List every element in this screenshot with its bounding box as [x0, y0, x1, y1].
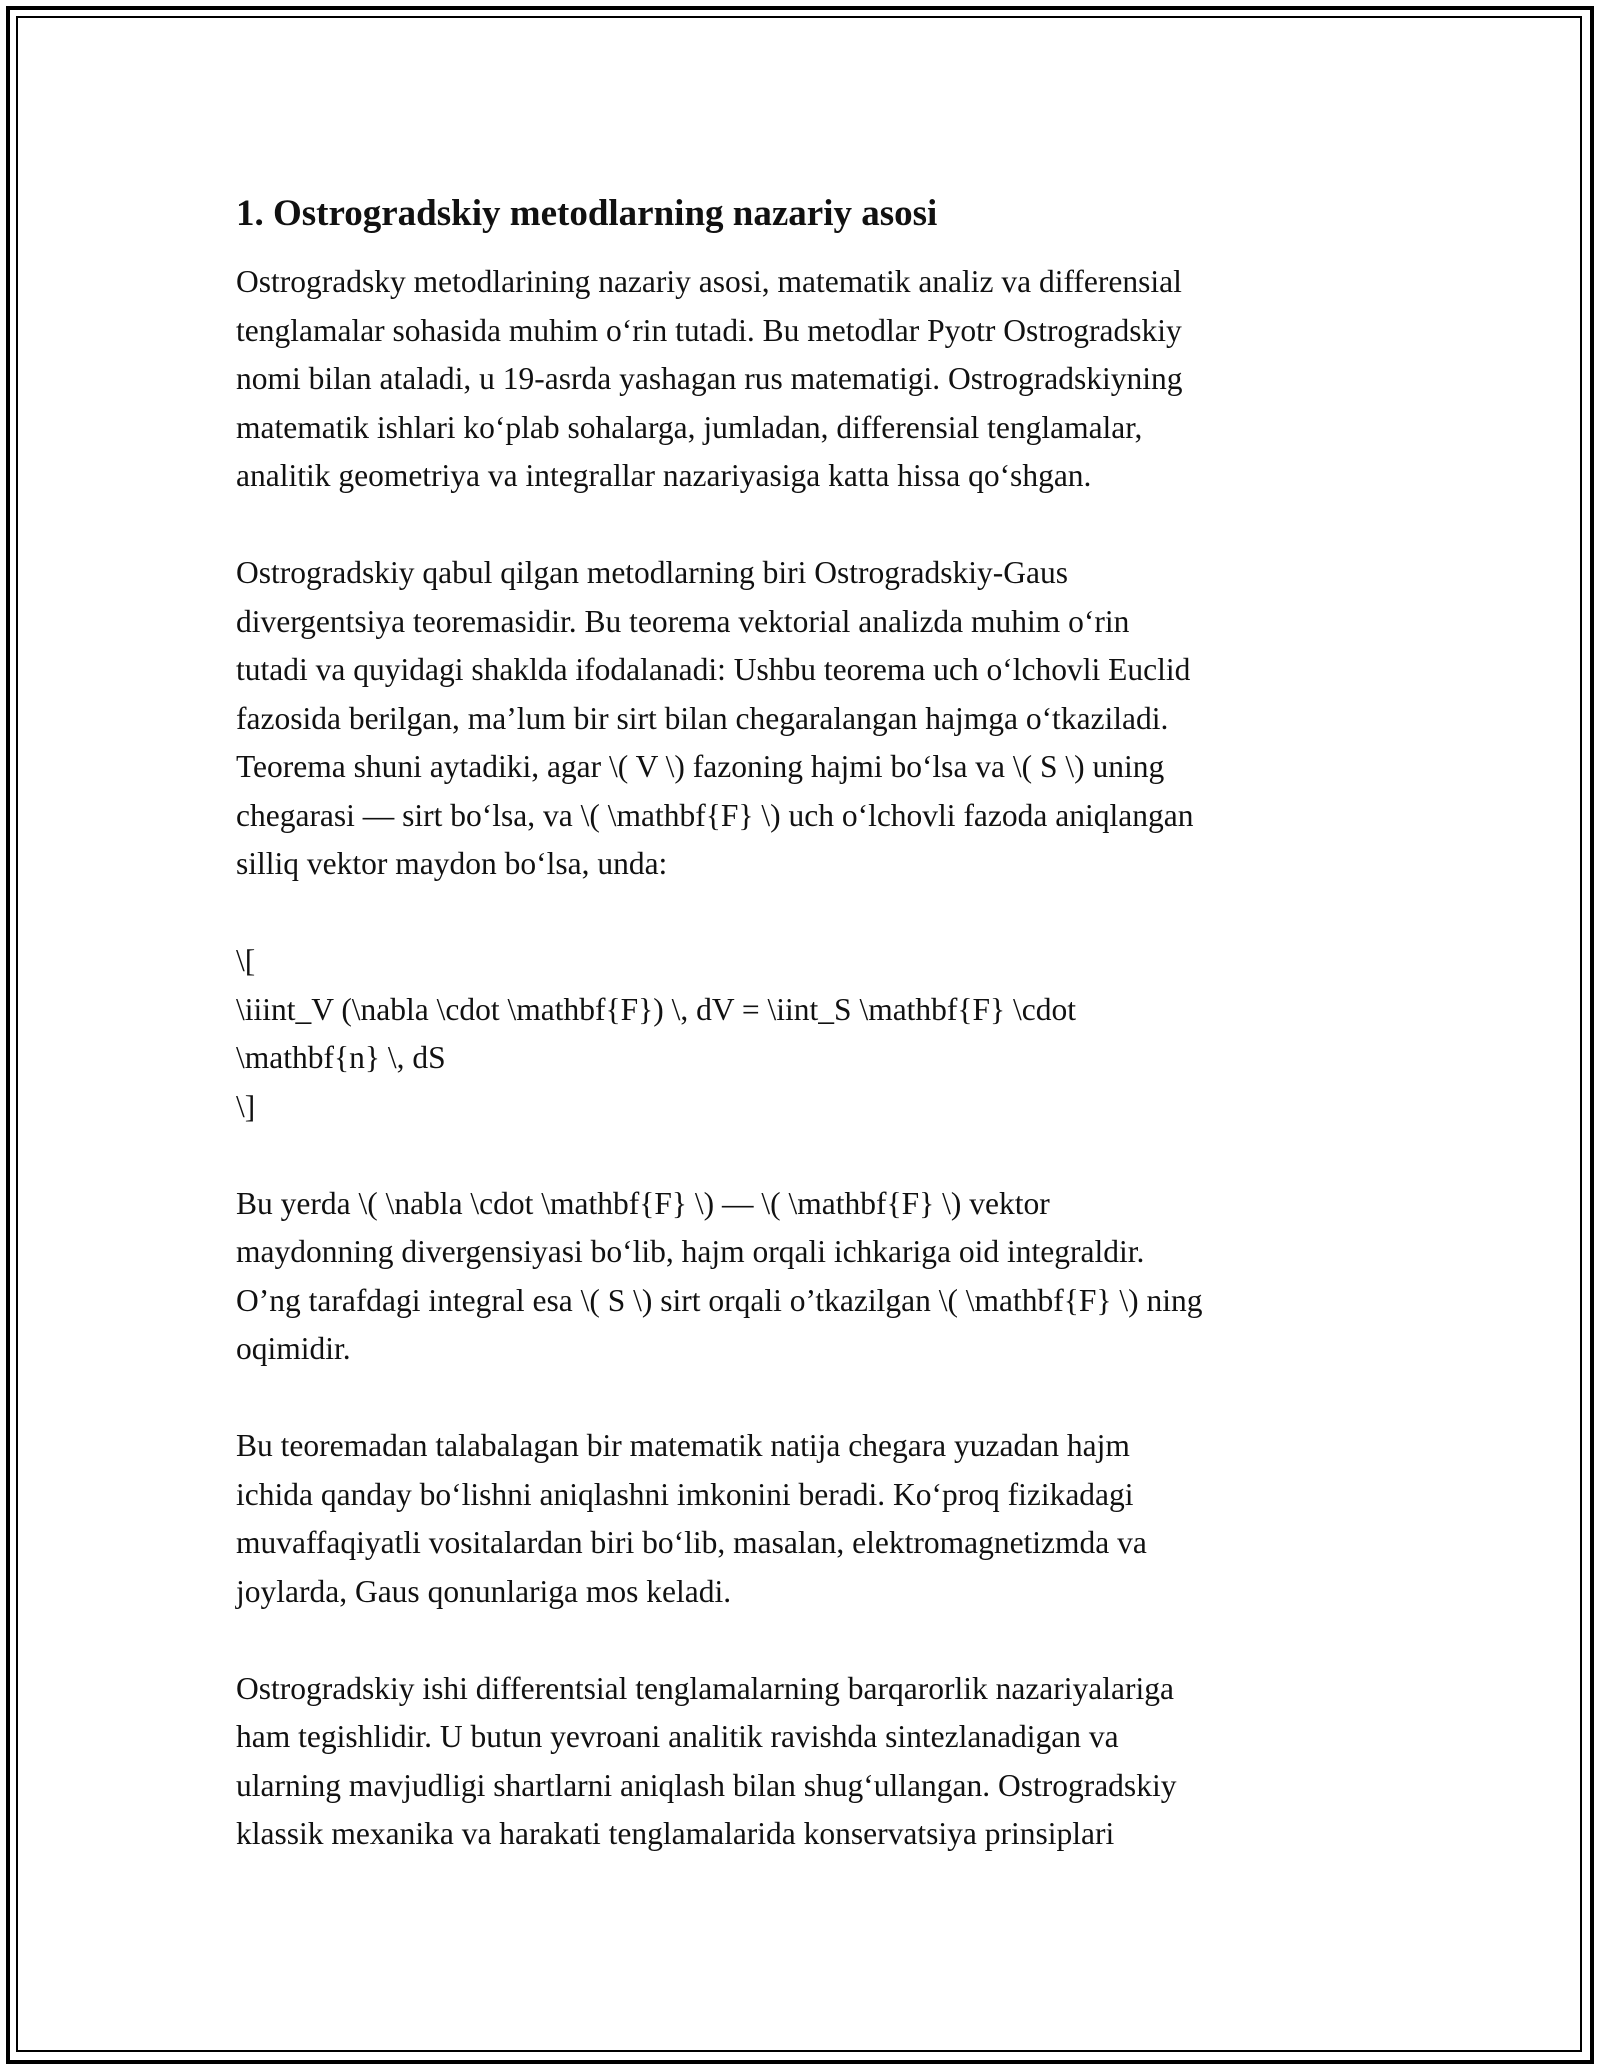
text-line: joylarda, Gaus qonunlariga mos keladi. — [236, 1573, 732, 1609]
text-line: muvaffaqiyatli vositalardan biri bo‘lib, masalan, elektromagnetizmda va — [236, 1525, 1147, 1560]
text-line: klassik mexanika va harakati tenglamalarida konservatsiya prinsiplari — [236, 1816, 1115, 1851]
text-line: maydonning divergensiyasi bo‘lib, hajm orqali ichkariga oid integraldir. — [236, 1234, 1145, 1269]
formula-block — [236, 937, 1376, 1131]
text-line: Ostrogradskiy ishi differentsial tenglamalarning barqarorlik nazariyalariga — [236, 1670, 1174, 1706]
text-line: chegarasi — sirt bo‘lsa, va \( \mathbf{F} \) uch o‘lchovli fazoda aniqlangan — [236, 797, 1194, 833]
paragraph-list — [236, 258, 1376, 1859]
text-line: ham tegishlidir. U butun yevroani analitik ravishda sintezlanadigan va — [236, 1719, 1119, 1754]
text-line: \mathbf{n} \, dS — [236, 1040, 446, 1075]
text-line: matematik ishlari ko‘plab sohalarga, jumladan, differensial tenglamalar, — [236, 409, 1143, 445]
text-line: Bu teoremadan talabalagan bir matematik natija chegara yuzadan hajm — [236, 1428, 1130, 1463]
text-line: Ostrogradsky metodlarining nazariy asosi, matematik analiz va differensial — [236, 264, 1182, 299]
text-line: Teorema shuni aytadiki, agar \( V \) fazoning hajmi bo‘lsa va \( S \) uning — [236, 749, 1165, 784]
text-line: O’ng tarafdagi integral esa \( S \) sirt orqali o’tkazilgan \( \mathbf{F} \) ning — [236, 1282, 1203, 1318]
text-line: nomi bilan ataladi, u 19-asrda yashagan rus matematigi. Ostrogradskiyning — [236, 361, 1183, 396]
text-line: \iiint_V (\nabla \cdot \mathbf{F}) \, dV = \iint_S \mathbf{F} \cdot — [236, 991, 1077, 1027]
text-line: analitik geometriya va integrallar nazariyasiga katta hissa qo‘shgan. — [236, 458, 1092, 493]
section-heading: 1. Ostrogradskiy metodlarning nazariy asosi — [236, 193, 938, 234]
text-line: Ostrogradskiy qabul qilgan metodlarning biri Ostrogradskiy-Gaus — [236, 555, 1068, 590]
text-line: Bu yerda \( \nabla \cdot \mathbf{F} \) — \( \mathbf{F} \) vektor — [236, 1185, 1050, 1221]
text-line: silliq vektor maydon bo‘lsa, unda: — [236, 846, 668, 881]
document-body — [236, 186, 1376, 1907]
text-line: divergentsiya teoremasidir. Bu teorema vektorial analizda muhim o‘rin — [236, 603, 1130, 639]
paragraph-explanation — [236, 1180, 1376, 1374]
text-line: tutadi va quyidagi shakldа ifodalanadi: Ushbu teorema uch o‘lchovli Euclid — [236, 652, 1191, 687]
text-line: \] — [236, 1088, 256, 1124]
text-line: tenglamalar sohasida muhim o‘rin tutadi. Bu metodlar Pyotr Ostrogradskiy — [236, 312, 1182, 348]
paragraph-application — [236, 1422, 1376, 1616]
paragraph-theorem — [236, 549, 1376, 889]
text-line: ularning mavjudligi shartlarni aniqlash bilan shug‘ullangan. Ostrogradskiy — [236, 1767, 1177, 1803]
text-line: ichida qanday bo‘lishni aniqlashni imkonini beradi. Ko‘proq fizikadagi — [236, 1476, 1134, 1512]
text-line: fazosida berilgan, ma’lum bir sirt bilan chegaralangan hajmga o‘tkaziladi. — [236, 700, 1169, 736]
text-line: oqimidir. — [236, 1331, 351, 1366]
paragraph-intro — [236, 258, 1376, 501]
paragraph-stability — [236, 1665, 1376, 1859]
text-line: \[ — [236, 943, 256, 978]
